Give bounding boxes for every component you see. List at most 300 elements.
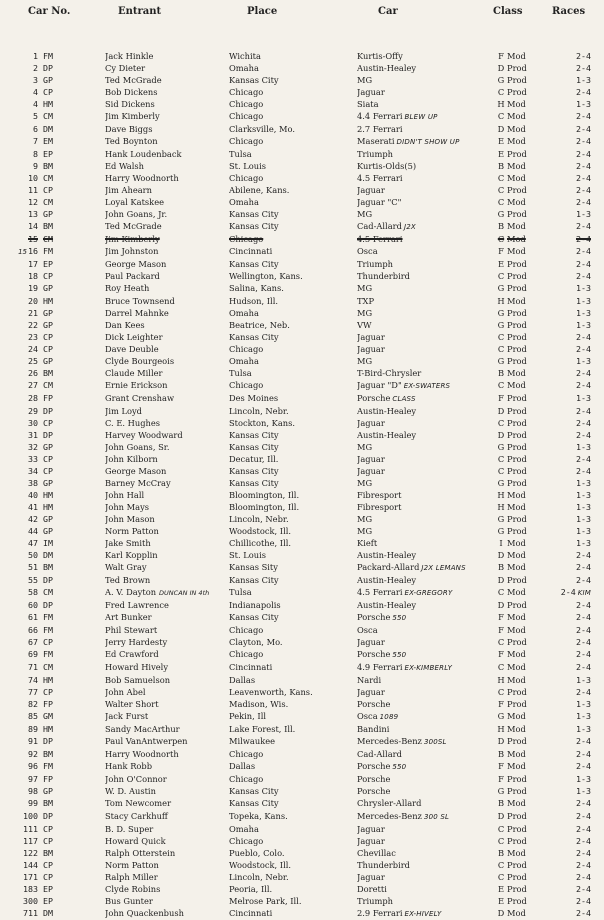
class-letter (495, 184, 507, 196)
class-code-text: BM (43, 847, 53, 858)
car-model (357, 172, 495, 184)
class-letter-text: C (497, 465, 505, 476)
entrant-name (105, 907, 229, 920)
entrant-place-text: Dallas (229, 761, 256, 772)
car-number-text: 24 (28, 343, 38, 354)
entry-row (0, 599, 591, 611)
entrant-place (229, 574, 357, 586)
car-number (0, 907, 38, 920)
races-range (551, 661, 591, 674)
class-code (38, 110, 105, 123)
class-code (38, 441, 105, 453)
class-category (507, 135, 551, 148)
class-letter (495, 208, 507, 220)
class-code (38, 86, 105, 98)
class-code-text: CM (43, 662, 53, 673)
entry-row (0, 319, 591, 331)
entrant-name-text: George Mason (105, 259, 167, 270)
entry-row (0, 465, 591, 477)
class-category-text: Mod (507, 161, 526, 172)
car-number-text: 77 (28, 687, 38, 698)
car-number-text: 23 (28, 331, 38, 342)
car-model-text: Kurtis-Offy (357, 51, 403, 61)
races-range-text: 2-4 (576, 662, 591, 673)
class-code (38, 674, 105, 686)
car-model-text: Porsche (357, 774, 391, 785)
entrant-name-text: Ernie Erickson (105, 379, 168, 390)
class-letter (495, 735, 507, 748)
class-letter-text: D (497, 600, 505, 611)
races-range (551, 760, 591, 773)
class-letter (495, 611, 507, 624)
car-number-text: 9 (33, 161, 38, 172)
entry-row (0, 883, 591, 895)
class-code-text: BM (43, 749, 53, 760)
car-model (357, 282, 495, 294)
class-letter-text: C (497, 197, 505, 208)
entrant-name (105, 624, 229, 636)
entrant-place-text: Tulsa (229, 149, 252, 160)
class-category-text: Mod (507, 295, 526, 306)
class-code-text: CM (43, 587, 53, 598)
class-code (38, 220, 105, 233)
entry-row (0, 773, 591, 785)
car-number-text: 32 (28, 441, 38, 452)
car-number-text: 16 (28, 246, 38, 257)
entrant-place (229, 489, 357, 501)
entrant-place-text: Omaha (229, 63, 259, 74)
entrant-place (229, 895, 357, 907)
entrant-place-text: Chicago (229, 343, 264, 354)
class-category (507, 367, 551, 379)
car-number-text: 25 (28, 355, 38, 366)
class-category-text: Mod (507, 724, 526, 735)
class-category (507, 624, 551, 636)
entry-row (0, 148, 591, 160)
entrant-name-text: Clyde Bourgeois (105, 355, 175, 366)
car-number (0, 773, 38, 785)
car-model (357, 196, 495, 208)
entrant-place-text: Omaha (229, 307, 259, 318)
car-model (357, 233, 495, 245)
class-letter-text: D (497, 124, 505, 135)
entrant-name (105, 735, 229, 748)
entrant-place-text: Wichita (229, 51, 261, 61)
car-number (0, 245, 38, 258)
class-category (507, 331, 551, 343)
car-model-text: 4.5 Ferrari (357, 234, 403, 245)
entrant-name-text: John Abel (105, 687, 146, 698)
entrant-name-text: John Goans, Sr. (105, 441, 170, 452)
entrant-place (229, 307, 357, 319)
entrant-place (229, 871, 357, 883)
class-category-text: Prod (507, 477, 527, 488)
entrant-place-text: Salina, Kans. (229, 283, 284, 294)
car-handwritten-note: 550 (392, 651, 407, 660)
class-category-text: Prod (507, 699, 527, 710)
car-number-text: 144 (23, 859, 38, 870)
entrant-name (105, 797, 229, 809)
car-number (0, 648, 38, 661)
entrant-place (229, 148, 357, 160)
class-letter (495, 686, 507, 698)
entrant-name-text: Roy Heath (105, 283, 150, 294)
class-letter-text: B (497, 847, 505, 858)
class-category (507, 295, 551, 307)
class-code (38, 160, 105, 172)
races-range-text: 2-4 (576, 575, 591, 586)
entrant-place-text: Chicago (229, 111, 264, 122)
entrant-place-text: Chicago (229, 749, 264, 760)
class-code (38, 810, 105, 823)
entry-row (0, 624, 591, 636)
races-range (551, 847, 591, 859)
class-category (507, 648, 551, 661)
entrant-name (105, 148, 229, 160)
car-number (0, 123, 38, 135)
car-model-text: MG (357, 477, 373, 488)
class-category-text: Mod (507, 711, 526, 722)
car-handwritten-note: EX-KIMBERLY (404, 664, 453, 673)
entrant-place (229, 586, 357, 599)
car-number (0, 135, 38, 148)
races-range-text: 1-3 (576, 295, 591, 306)
class-letter (495, 196, 507, 208)
races-range-text: 1-3 (576, 392, 591, 403)
races-range (551, 586, 591, 599)
car-model-text: Kieft (357, 538, 378, 549)
car-model-text: Triumph (357, 149, 394, 160)
class-letter (495, 599, 507, 611)
entrant-place-text: Kansas City (229, 612, 279, 623)
car-model-text: Chrysler-Allard (357, 798, 422, 809)
class-letter (495, 785, 507, 797)
class-category-text: Prod (507, 774, 527, 785)
car-number-text: 15 (28, 234, 38, 245)
races-range-text: 2-4 (576, 835, 591, 846)
class-letter (495, 624, 507, 636)
races-range (551, 429, 591, 441)
class-code (38, 823, 105, 835)
races-range (551, 735, 591, 748)
car-number (0, 441, 38, 453)
class-category (507, 710, 551, 723)
entrant-name (105, 489, 229, 501)
car-number (0, 847, 38, 859)
class-letter (495, 489, 507, 501)
car-model-text: Jaguar (357, 871, 385, 882)
class-category (507, 797, 551, 809)
entry-row (0, 98, 591, 110)
entrant-name (105, 648, 229, 661)
class-category (507, 859, 551, 871)
car-number (0, 86, 38, 98)
entry-row (0, 785, 591, 797)
class-letter-text: F (498, 699, 504, 710)
car-number-text: 18 (28, 271, 38, 282)
class-code-text: GP (43, 209, 53, 220)
races-range-text: 2-4 (576, 87, 591, 98)
entrant-name-text: Ed Crawford (105, 649, 159, 660)
entrant-name (105, 295, 229, 307)
car-model (357, 883, 495, 895)
car-number (0, 477, 38, 489)
class-letter (495, 270, 507, 282)
class-code-text: EP (43, 259, 53, 270)
entrant-name-text: Jim Loyd (105, 405, 142, 416)
class-category (507, 379, 551, 392)
entry-row (0, 160, 591, 172)
car-model (357, 98, 495, 110)
car-number-text: 21 (28, 307, 38, 318)
class-category (507, 847, 551, 859)
car-model (357, 698, 495, 710)
entrant-place (229, 810, 357, 823)
car-number-text: 33 (28, 453, 38, 464)
entrant-name-text: Jim Johnston (105, 246, 159, 257)
car-number-text: 98 (28, 786, 38, 797)
entry-row (0, 907, 591, 920)
entrant-place (229, 599, 357, 611)
class-code-text: CM (43, 234, 53, 245)
car-number-text: 14 (28, 221, 38, 232)
car-number (0, 549, 38, 561)
entrant-place-text: Kansas City (229, 798, 279, 809)
entrant-name-text: Fred Lawrence (105, 600, 169, 611)
class-category (507, 748, 551, 760)
entrant-place-text: St. Louis (229, 550, 267, 561)
entrant-name (105, 686, 229, 698)
races-range (551, 417, 591, 429)
entrant-name (105, 465, 229, 477)
class-letter (495, 220, 507, 233)
entrant-name (105, 710, 229, 723)
entrant-name (105, 50, 229, 62)
car-model (357, 160, 495, 172)
entrant-name (105, 549, 229, 561)
entrant-place-text: Kansas City (229, 221, 279, 232)
car-model-text: Triumph (357, 259, 394, 270)
entrant-name-text: Ed Walsh (105, 161, 145, 172)
car-model (357, 135, 495, 148)
races-range (551, 674, 591, 686)
car-model-text: Austin-Healey (357, 405, 417, 416)
class-category (507, 611, 551, 624)
class-code-text: FM (43, 649, 53, 660)
class-code (38, 748, 105, 760)
class-category (507, 810, 551, 823)
car-model (357, 859, 495, 871)
entrant-place (229, 86, 357, 98)
class-category-text: Prod (507, 63, 527, 74)
car-model-text: Maserati (357, 136, 395, 147)
class-code (38, 245, 105, 258)
class-code (38, 648, 105, 661)
entrant-place-text: Omaha (229, 355, 259, 366)
car-number (0, 355, 38, 367)
entrant-place (229, 636, 357, 648)
entrant-place-text: Melrose Park, Ill. (229, 895, 302, 906)
entrant-name (105, 586, 229, 599)
entrant-name (105, 110, 229, 123)
class-category-text: Mod (507, 675, 526, 686)
class-category (507, 489, 551, 501)
entrant-place (229, 611, 357, 624)
class-code-text: EP (43, 895, 53, 906)
entry-row (0, 835, 591, 847)
class-code (38, 847, 105, 859)
races-range-text: 1-3 (576, 75, 591, 86)
class-letter-text: B (497, 221, 505, 232)
header-entrant: Entrant (118, 6, 162, 17)
car-handwritten-note: EX-GREGORY (404, 589, 453, 598)
class-letter (495, 823, 507, 835)
entrant-place (229, 135, 357, 148)
entrant-place (229, 513, 357, 525)
races-range (551, 258, 591, 270)
car-number-text: 711 (23, 907, 38, 918)
car-number-text: 8 (33, 149, 38, 160)
class-code-text: GP (43, 514, 53, 524)
races-range (551, 648, 591, 661)
car-number-text: 61 (28, 612, 38, 623)
car-model-text: Jaguar (357, 687, 385, 698)
class-code (38, 453, 105, 465)
car-model (357, 549, 495, 561)
class-letter-text: C (497, 185, 505, 196)
races-range (551, 282, 591, 294)
car-number (0, 586, 38, 599)
entrant-name-text: John O'Connor (105, 774, 167, 785)
class-category (507, 160, 551, 172)
entrant-handwritten-note: DUNCAN IN 4th (159, 589, 210, 598)
class-letter (495, 835, 507, 847)
entry-row (0, 797, 591, 809)
car-number (0, 429, 38, 441)
class-category-text: Prod (507, 259, 527, 270)
class-category-text: Prod (507, 786, 527, 797)
car-number-text: 28 (28, 392, 38, 403)
entrant-name (105, 785, 229, 797)
entrant-name-text: Jack Furst (105, 711, 149, 722)
entrant-name (105, 883, 229, 895)
entrant-name-text: John Mason (105, 514, 155, 524)
class-code (38, 135, 105, 148)
entrant-name (105, 611, 229, 624)
class-code-text: DP (43, 736, 53, 747)
car-model-text: Porsche (357, 699, 391, 710)
entrant-name-text: Howard Quick (105, 835, 166, 846)
entrant-name (105, 355, 229, 367)
class-category-text: Prod (507, 835, 527, 846)
class-letter-text: G (497, 514, 505, 524)
class-letter-text: B (497, 367, 505, 378)
entry-row (0, 331, 591, 343)
class-category (507, 674, 551, 686)
car-model (357, 331, 495, 343)
entrant-place-text: Tulsa (229, 367, 252, 378)
class-code-text: DP (43, 810, 53, 821)
entry-row (0, 62, 591, 74)
car-model-text: Nardi (357, 675, 382, 686)
races-range-text: 2-4 (576, 417, 591, 428)
entrant-place (229, 160, 357, 172)
entry-row (0, 648, 591, 661)
entrant-place-text: Lake Forest, Ill. (229, 724, 296, 735)
class-category (507, 184, 551, 196)
class-letter-text: G (497, 477, 505, 488)
entrant-name-text: Claude Miller (105, 367, 163, 378)
races-range-text: 2-4 (576, 271, 591, 282)
car-number (0, 50, 38, 62)
class-letter (495, 282, 507, 294)
class-code (38, 379, 105, 392)
entrant-place-text: Cincinnati (229, 246, 273, 257)
races-range (551, 331, 591, 343)
class-letter (495, 50, 507, 62)
class-code-text: GP (43, 75, 53, 86)
entrant-place (229, 331, 357, 343)
class-category (507, 735, 551, 748)
class-category-text: Prod (507, 453, 527, 464)
class-letter (495, 343, 507, 355)
car-number-text: 12 (28, 197, 38, 208)
car-number (0, 392, 38, 405)
car-model (357, 477, 495, 489)
entrant-name (105, 123, 229, 135)
entrant-name (105, 513, 229, 525)
class-category (507, 661, 551, 674)
class-category-text: Prod (507, 343, 527, 354)
car-model-text: Osca (357, 711, 378, 722)
class-code (38, 883, 105, 895)
class-category-text: Mod (507, 489, 526, 500)
races-range-text: 2-4 (576, 429, 591, 440)
races-range (551, 465, 591, 477)
entrant-name-text: John Hall (105, 489, 145, 500)
entrant-place-text: Chicago (229, 99, 264, 110)
entry-row (0, 417, 591, 429)
class-letter (495, 525, 507, 537)
class-code (38, 123, 105, 135)
class-category (507, 220, 551, 233)
class-letter-text: E (497, 136, 505, 147)
class-letter (495, 574, 507, 586)
class-category (507, 698, 551, 710)
class-letter (495, 797, 507, 809)
entry-row (0, 674, 591, 686)
entrant-place-text: Chicago (229, 625, 264, 636)
car-model (357, 501, 495, 513)
car-model-text: Thunderbird (357, 271, 410, 282)
class-code (38, 501, 105, 513)
car-number (0, 319, 38, 331)
class-code-text: GP (43, 283, 53, 294)
entrant-name-text: Paul Packard (105, 271, 160, 282)
entrant-name-text: Norm Patton (105, 526, 159, 537)
car-number (0, 710, 38, 723)
car-model (357, 599, 495, 611)
car-number (0, 735, 38, 748)
class-category (507, 895, 551, 907)
class-category-text: Mod (507, 197, 526, 208)
entrant-place (229, 561, 357, 574)
entrant-place (229, 429, 357, 441)
entrant-name-text: Jake Smith (105, 538, 151, 549)
car-number-text: 29 (28, 405, 38, 416)
class-category-text: Mod (507, 379, 526, 390)
class-letter-text: C (497, 871, 505, 882)
